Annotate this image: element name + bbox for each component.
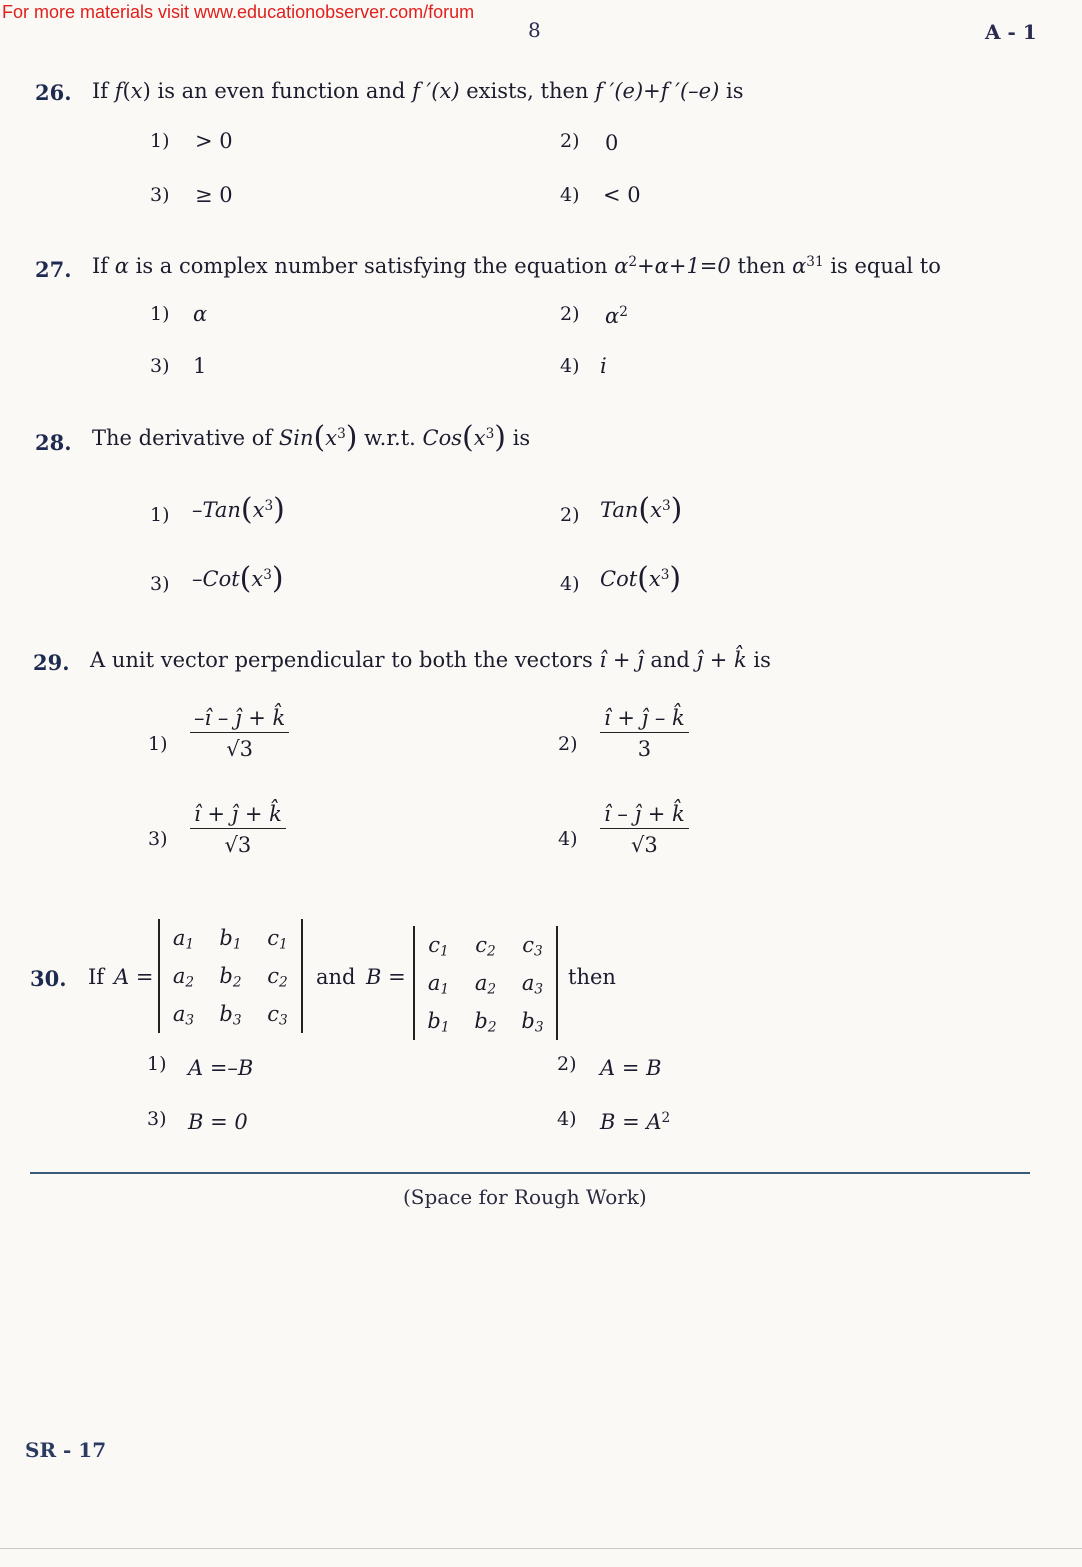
fraction-option-2: [600, 706, 689, 761]
fraction-denominator: 3: [637, 737, 652, 761]
matrix-cell: $b_1$: [427, 1009, 450, 1036]
math-fragment: α: [605, 304, 620, 328]
fraction-numerator: î + ĵ – k̂: [600, 706, 689, 733]
option-label: 1): [148, 733, 168, 755]
text-fragment: A unit vector perpendicular to both the vectors: [90, 648, 593, 672]
math-fragment: f: [114, 79, 123, 103]
fraction-numerator: –î – ĵ + k̂: [190, 706, 289, 733]
fraction-numerator: î – ĵ + k̂: [600, 802, 689, 829]
option-value: $-Tan(x^3)$: [192, 492, 285, 527]
text-fragment: then: [737, 254, 786, 278]
option-label: [560, 303, 580, 325]
math-fragment: α: [614, 254, 629, 278]
math-fragment: f ′(e)+f ′(–e): [595, 79, 720, 103]
math-fragment: x: [650, 498, 662, 522]
option-label: 4): [558, 828, 578, 850]
option-label: 3): [150, 184, 170, 206]
math-exponent: 3: [337, 426, 346, 443]
math-fragment: –Tan: [192, 498, 241, 522]
matrix-cell: $b_2$: [219, 964, 242, 991]
question-number: 27.: [35, 257, 72, 282]
question-text: [92, 79, 743, 103]
option-label: 3): [150, 573, 170, 595]
math-exponent: 2: [619, 304, 628, 321]
option-value: $-Cot(x^3)$: [192, 561, 284, 596]
matrix-a: [158, 919, 303, 1033]
question-text: [90, 648, 771, 672]
fraction-numerator: î + ĵ + k̂: [190, 802, 286, 829]
math-exponent: 2: [661, 1110, 671, 1127]
option-value: 1: [193, 354, 207, 378]
option-label: 2): [560, 504, 580, 526]
option-value: [600, 1110, 670, 1134]
matrix-cell: $c_3$: [267, 1002, 288, 1029]
option-label: 4): [560, 355, 580, 377]
fraction-denominator: √3: [631, 833, 658, 857]
option-label: 3): [148, 828, 168, 850]
matrix-cell: $c_1$: [428, 933, 449, 960]
math-exponent: 3: [485, 426, 495, 443]
math-fragment: B = A: [600, 1110, 662, 1134]
matrix-cell: $b_3$: [219, 1002, 242, 1029]
math-fragment: x: [251, 567, 264, 591]
option-value: A = B: [600, 1056, 662, 1080]
text-fragment: If: [92, 254, 109, 278]
math-fragment: Tan: [600, 498, 639, 522]
option-value: $Cot(x^3)$: [600, 561, 682, 596]
math-fragment: α: [792, 254, 807, 278]
option-value: 0: [605, 131, 619, 155]
rough-work-label: (Space for Rough Work): [403, 1185, 647, 1209]
fraction-option-3: [190, 802, 286, 857]
math-fragment: (: [122, 79, 131, 103]
math-fragment: x: [648, 567, 661, 591]
question-text-then: then: [568, 965, 616, 989]
option-value: > 0: [195, 129, 233, 153]
math-exponent: 2: [628, 254, 638, 271]
option-label: 4): [560, 573, 580, 595]
math-fragment: α: [114, 254, 129, 278]
matrix-cell: $a_1$: [172, 926, 195, 953]
paper-code: A - 1: [985, 20, 1037, 44]
math-exponent: 3: [661, 498, 671, 515]
math-fragment: –Cot: [192, 567, 240, 591]
option-label: 1): [150, 130, 170, 152]
text-fragment: is equal to: [830, 254, 941, 278]
matrix-cell: $c_2$: [267, 964, 288, 991]
math-fragment: Cot: [600, 567, 638, 591]
math-fragment: ): [142, 79, 151, 103]
question-text: [92, 254, 941, 278]
matrix-b: [413, 926, 558, 1040]
text-fragment: is an even function and: [157, 79, 406, 103]
text-fragment: is: [725, 79, 744, 103]
option-label: 2): [560, 130, 580, 152]
option-label: 3): [147, 1108, 167, 1130]
question-number: 26.: [35, 80, 72, 105]
text-fragment: is: [753, 648, 771, 672]
option-label-text: 2): [560, 303, 580, 325]
matrix-cell: $c_2$: [475, 933, 496, 960]
matrix-b-label: B =: [366, 965, 406, 989]
option-label: 3): [150, 355, 170, 377]
option-value: $Tan(x^3)$: [600, 492, 683, 527]
matrix-cell: $c_3$: [522, 933, 543, 960]
matrix-cell: $a_1$: [427, 971, 450, 998]
option-label: 1): [150, 504, 170, 526]
fraction-option-1: [190, 706, 289, 761]
math-exponent: 3: [660, 567, 670, 584]
matrix-cell: $b_3$: [521, 1009, 544, 1036]
section-divider: [30, 1172, 1030, 1174]
math-fragment: f ′(x): [412, 79, 460, 103]
math-fragment: x: [325, 426, 338, 450]
question-text-if: If: [88, 965, 105, 989]
math-exponent: 31: [806, 254, 824, 271]
matrix-cell: $a_3$: [172, 1002, 195, 1029]
question-text-and: and: [316, 965, 356, 989]
page-number: 8: [528, 18, 541, 42]
matrix-a-label: A =: [114, 965, 154, 989]
matrix-cell: $a_2$: [474, 971, 497, 998]
fraction-denominator: √3: [224, 833, 252, 857]
option-value: ≥ 0: [195, 183, 233, 207]
option-value: A =–B: [188, 1056, 254, 1080]
watermark-link-text: For more materials visit www.educationobserver.com/forum: [2, 2, 475, 22]
math-fragment: î + ĵ: [599, 648, 644, 672]
text-fragment: and: [650, 648, 690, 672]
fraction-option-4: [600, 802, 689, 857]
matrix-cell: $a_2$: [172, 964, 195, 991]
footer-code: SR - 17: [25, 1438, 107, 1462]
fraction-denominator: √3: [226, 737, 253, 761]
question-number: 30.: [30, 966, 67, 991]
text-fragment: exists, then: [466, 79, 589, 103]
matrix-cell: $c_1$: [267, 926, 288, 953]
option-value: [605, 304, 628, 328]
option-value: B = 0: [188, 1110, 248, 1134]
text-fragment: w.r.t.: [364, 426, 416, 450]
option-label: 1): [147, 1053, 167, 1075]
option-label: 1): [150, 303, 170, 325]
math-fragment: +α+1=0: [637, 254, 731, 278]
matrix-cell: $a_3$: [521, 971, 544, 998]
matrix-cell: $b_1$: [219, 926, 242, 953]
option-value: < 0: [603, 183, 641, 207]
math-fragment: ĵ + k̂: [696, 648, 747, 672]
question-text: The derivative of $Sin(x^3)$ w.r.t. $Cos(x^3)$ is: [92, 420, 531, 455]
text-fragment: is a complex number satisfying the equation: [135, 254, 608, 278]
math-exponent: 3: [263, 567, 272, 584]
math-fragment: Cos: [422, 426, 463, 450]
option-label: 2): [557, 1053, 577, 1075]
matrix-cell: $b_2$: [474, 1009, 497, 1036]
option-value: i: [600, 354, 607, 378]
text-fragment: If: [92, 79, 109, 103]
math-fragment: Sin: [278, 426, 314, 450]
option-value: α: [193, 302, 208, 326]
text-fragment: is: [512, 426, 531, 450]
page-bottom-edge: [0, 1548, 1082, 1549]
math-fragment: x: [473, 426, 486, 450]
option-label: 4): [557, 1108, 577, 1130]
math-fragment: x: [130, 79, 143, 103]
question-number: 28.: [35, 430, 72, 455]
math-fragment: x: [252, 498, 265, 522]
question-number: 29.: [33, 650, 70, 675]
option-label: 4): [560, 184, 580, 206]
text-fragment: The derivative of: [92, 426, 273, 450]
option-label: 2): [558, 733, 578, 755]
math-exponent: 3: [264, 498, 274, 515]
